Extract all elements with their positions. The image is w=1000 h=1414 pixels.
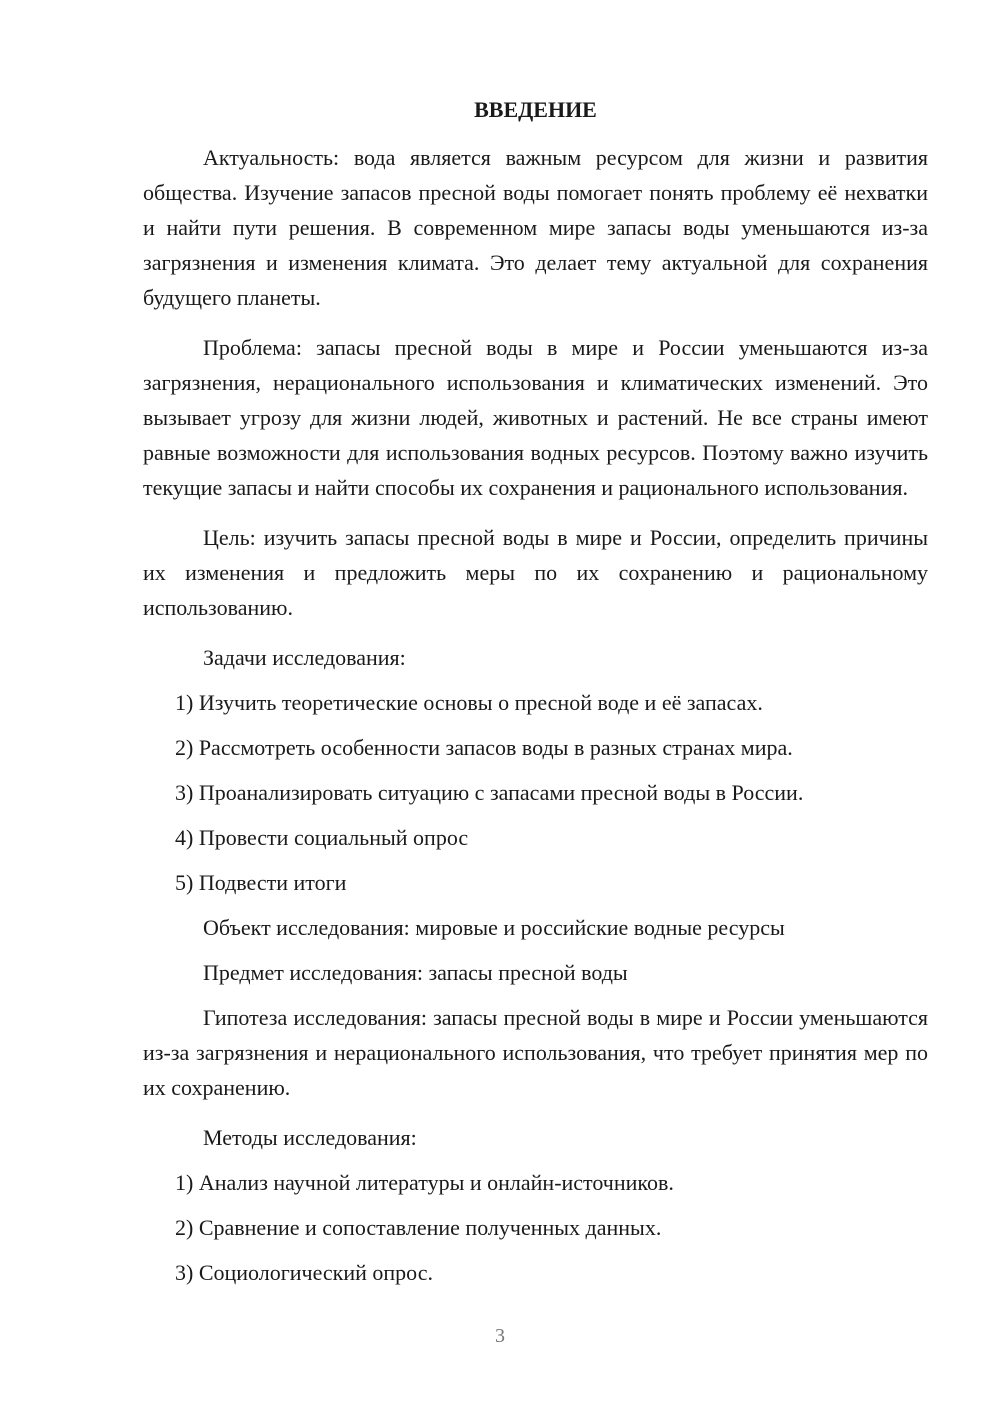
task-item: 5) Подвести итоги xyxy=(175,870,347,895)
research-object: Объект исследования: мировые и российские водные ресурсы xyxy=(203,915,785,940)
problem-paragraph: Проблема: запасы пресной воды в мире и России уменьшаются из-за загрязнения, нерационального использования и климатических изменений. Это вызывает угрозу для жизни людей, животных и растений. Не все страны имеют равные возможности для использования водных ресурсов. Поэтому важно изучить текущие запасы и найти способы их сохранения и рационального использования. xyxy=(143,335,928,500)
methods-heading: Методы исследования: xyxy=(203,1125,417,1150)
task-item: 4) Провести социальный опрос xyxy=(175,825,469,850)
tasks-heading: Задачи исследования: xyxy=(203,645,406,670)
hypothesis-paragraph: Гипотеза исследования: запасы пресной воды в мире и России уменьшаются из-за загрязнения и нерационального использования, что требует принятия мер по их сохранению. xyxy=(143,1005,928,1100)
relevance-paragraph: Актуальность: вода является важным ресурсом для жизни и развития общества. Изучение запасов пресной воды помогает понять проблему её нехватки и найти пути решения. В современном мире запасы воды уменьшаются из-за загрязнения и изменения климата. Это делает тему актуальной для сохранения будущего планеты. xyxy=(143,145,928,310)
research-subject: Предмет исследования: запасы пресной воды xyxy=(203,960,628,985)
task-item: 2) Рассмотреть особенности запасов воды в разных странах мира. xyxy=(175,735,793,760)
page-number: 3 xyxy=(495,1325,505,1347)
method-item: 2) Сравнение и сопоставление полученных данных. xyxy=(175,1215,662,1240)
task-item: 1) Изучить теоретические основы о пресной воде и её запасах. xyxy=(175,690,763,715)
document-page xyxy=(143,92,928,1300)
task-item: 3) Проанализировать ситуацию с запасами пресной воды в России. xyxy=(175,780,804,805)
method-item: 3) Социологический опрос. xyxy=(175,1260,433,1285)
page-title: ВВЕДЕНИЕ xyxy=(474,97,597,122)
goal-paragraph: Цель: изучить запасы пресной воды в мире и России, определить причины их изменения и предложить меры по их сохранению и рациональному использованию. xyxy=(143,525,928,620)
method-item: 1) Анализ научной литературы и онлайн-источников. xyxy=(175,1170,674,1195)
